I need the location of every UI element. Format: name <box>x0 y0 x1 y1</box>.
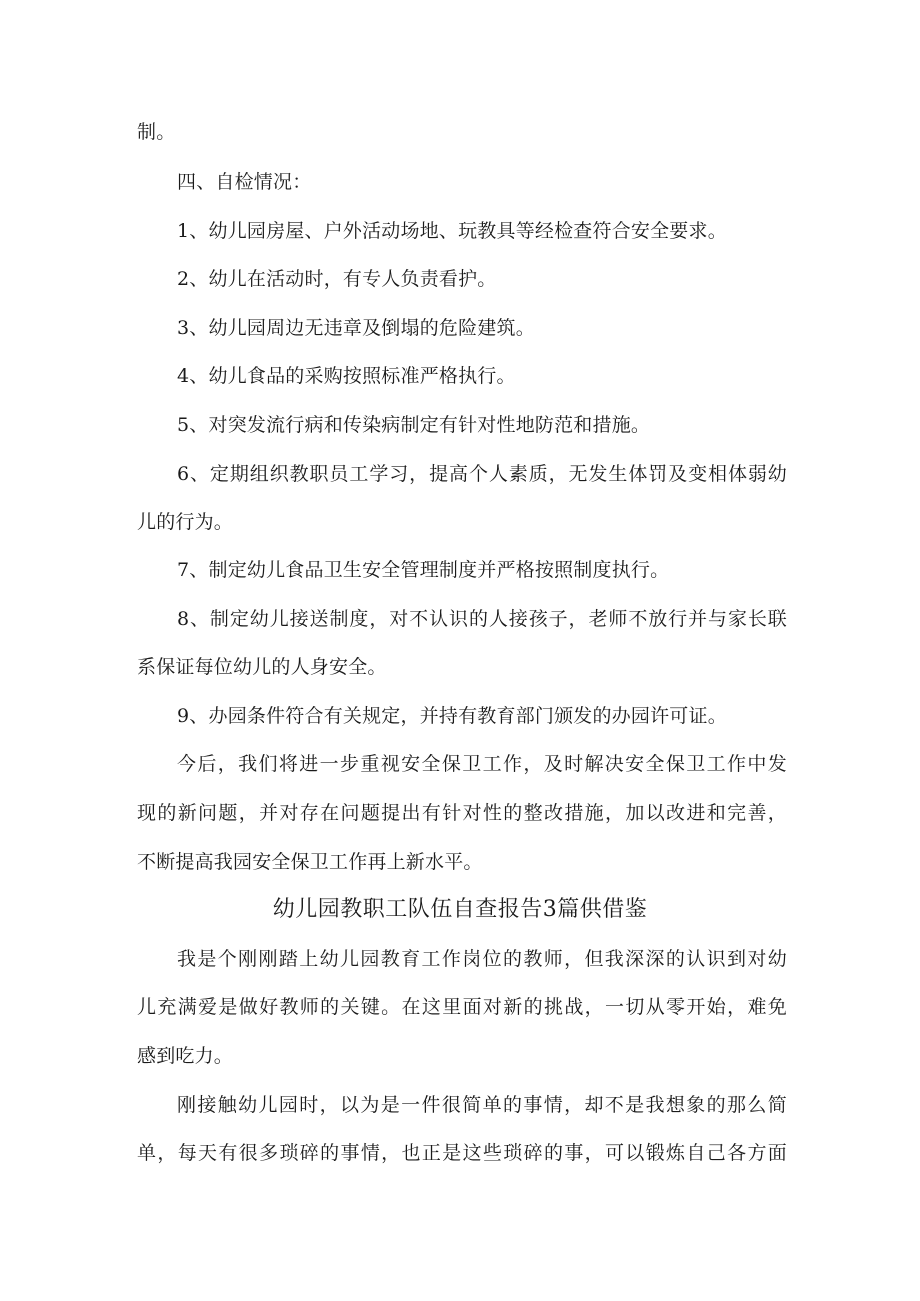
paragraph-line: 感到吃力。 <box>137 1045 234 1067</box>
list-item: 6、定期组织教职员工学习，提高个人素质，无发生体罚及变相体弱幼 <box>177 463 787 485</box>
section-title: 幼儿园教职工队伍自查报告3篇供借鉴 <box>272 897 648 922</box>
list-item: 9、办园条件符合有关规定，并持有教育部门颁发的办园许可证。 <box>177 705 727 727</box>
text-line: 制。 <box>137 121 176 143</box>
text-line: 系保证每位幼儿的人身安全。 <box>137 656 387 678</box>
paragraph-line: 我是个刚刚踏上幼儿园教育工作岗位的教师，但我深深的认识到对幼 <box>177 948 787 970</box>
paragraph-line: 单，每天有很多琐碎的事情，也正是这些琐碎的事，可以锻炼自己各方面 <box>137 1142 787 1164</box>
list-item: 2、幼儿在活动时，有专人负责看护。 <box>177 268 497 290</box>
list-item: 5、对突发流行病和传染病制定有针对性地防范和措施。 <box>177 414 651 436</box>
list-item: 8、制定幼儿接送制度，对不认识的人接孩子，老师不放行并与家长联 <box>177 608 787 630</box>
paragraph-line: 今后，我们将进一步重视安全保卫工作，及时解决安全保卫工作中发 <box>177 753 787 775</box>
paragraph-line: 不断提高我园安全保卫工作再上新水平。 <box>137 851 483 873</box>
list-item: 7、制定幼儿食品卫生安全管理制度并严格按照制度执行。 <box>177 559 670 581</box>
list-item: 4、幼儿食品的采购按照标准严格执行。 <box>177 365 516 387</box>
list-item: 1、幼儿园房屋、户外活动场地、玩教具等经检查符合安全要求。 <box>177 220 727 242</box>
paragraph-line: 儿充满爱是做好教师的关键。在这里面对新的挑战，一切从零开始，难免 <box>137 996 787 1018</box>
section-heading: 四、自检情况： <box>177 171 312 193</box>
list-item: 3、幼儿园周边无违章及倒塌的危险建筑。 <box>177 317 535 339</box>
text-line: 儿的行为。 <box>137 511 234 533</box>
paragraph-line: 刚接触幼儿园时，以为是一件很简单的事情，却不是我想象的那么简 <box>177 1094 787 1116</box>
paragraph-line: 现的新问题，并对存在问题提出有针对性的整改措施，加以改进和完善， <box>137 802 787 824</box>
